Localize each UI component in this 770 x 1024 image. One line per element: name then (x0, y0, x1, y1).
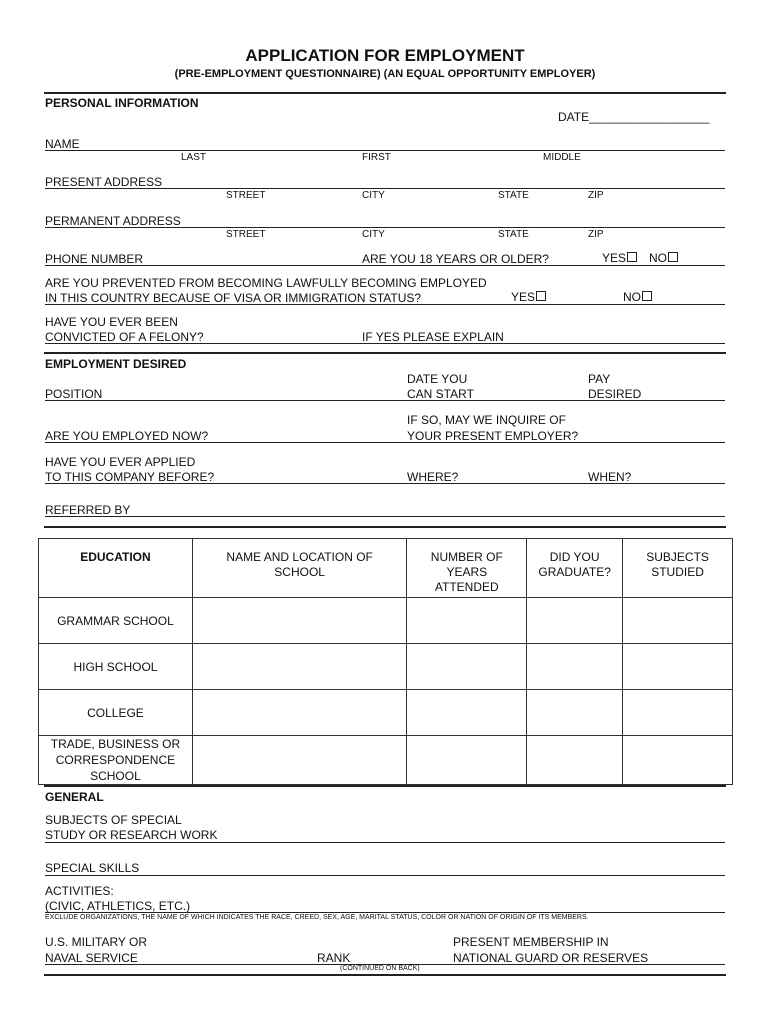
grammar-school-graduate-cell[interactable] (527, 598, 623, 644)
national-guard-label-1: PRESENT MEMBERSHIP IN (453, 935, 609, 949)
phone-line[interactable] (45, 265, 725, 266)
present-street-caption: STREET (226, 190, 266, 201)
present-address-line[interactable] (45, 188, 725, 189)
permanent-address-line[interactable] (45, 227, 725, 228)
trade-school-years-cell[interactable] (407, 736, 527, 785)
present-city-caption: CITY (362, 190, 385, 201)
applied-line[interactable] (45, 483, 725, 484)
section-rule-employment (44, 352, 726, 354)
school-name-header-cell: NAME AND LOCATION OF SCHOOL (192, 539, 407, 598)
visa-yes-checkbox[interactable] (536, 291, 546, 301)
national-guard-label-2: NATIONAL GUARD OR RESERVES (453, 951, 649, 965)
felony-question-line1: HAVE YOU EVER BEEN (45, 315, 178, 329)
college-graduate-cell[interactable] (527, 690, 623, 736)
high-school-years-cell[interactable] (407, 644, 527, 690)
permanent-city-caption: CITY (362, 229, 385, 240)
felony-explain-label: IF YES PLEASE EXPLAIN (362, 330, 504, 344)
visa-no-checkbox[interactable] (642, 291, 652, 301)
years-attended-header-cell: NUMBER OF YEARS ATTENDED (407, 539, 527, 598)
employed-now-line[interactable] (45, 442, 725, 443)
table-row (39, 644, 733, 690)
visa-line[interactable] (45, 304, 725, 305)
age-no-option[interactable]: NO (649, 251, 678, 265)
exclude-organizations-note: EXCLUDE ORGANIZATIONS, THE NAME OF WHICH INDICATES THE RACE, CREED, SEX, AGE, MARITAL STATUS, COLOR OR NATION OF ORIGIN OF ITS MEMBERS. (45, 914, 589, 921)
row-label-grammar-school: GRAMMAR SCHOOL (39, 598, 193, 644)
present-state-caption: STATE (498, 190, 529, 201)
special-skills-line[interactable] (45, 875, 725, 876)
military-label-1: U.S. MILITARY OR (45, 935, 148, 949)
inquire-label-1: IF SO, MAY WE INQUIRE OF (407, 413, 566, 427)
trade-school-label-line2: CORRESPONDENCE (55, 753, 176, 767)
trade-school-graduate-cell[interactable] (527, 736, 623, 785)
page-title: APPLICATION FOR EMPLOYMENT (245, 46, 525, 65)
row-label-high-school: HIGH SCHOOL (39, 644, 193, 690)
activities-label-1: ACTIVITIES: (45, 884, 114, 898)
table-row (39, 690, 733, 736)
activities-label-2: (CIVIC, ATHLETICS, ETC.) (45, 899, 191, 913)
start-date-label-1: DATE YOU (407, 372, 468, 386)
phone-label: PHONE NUMBER (45, 252, 144, 266)
age-question: ARE YOU 18 YEARS OR OLDER? (362, 252, 549, 266)
college-name-cell[interactable] (192, 690, 407, 736)
felony-line[interactable] (45, 343, 725, 344)
grammar-school-subjects-cell[interactable] (623, 598, 733, 644)
where-label: WHERE? (407, 470, 459, 484)
grammar-school-name-cell[interactable] (192, 598, 407, 644)
military-label-2: NAVAL SERVICE (45, 951, 138, 965)
permanent-address-label: PERMANENT ADDRESS (45, 214, 181, 228)
pay-label-1: PAY (588, 372, 611, 386)
position-line[interactable] (45, 400, 725, 401)
section-heading-employment: EMPLOYMENT DESIRED (45, 357, 187, 371)
name-label: NAME (45, 137, 80, 151)
section-rule-general (44, 785, 726, 787)
position-label: POSITION (45, 387, 103, 401)
section-rule-education (44, 526, 726, 528)
name-field-line[interactable] (45, 150, 725, 151)
education-header-cell: EDUCATION (39, 539, 193, 598)
permanent-street-caption: STREET (226, 229, 266, 240)
college-years-cell[interactable] (407, 690, 527, 736)
table-row (39, 736, 733, 785)
section-heading-personal: PERSONAL INFORMATION (45, 96, 199, 110)
employed-now-label: ARE YOU EMPLOYED NOW? (45, 429, 209, 443)
title-rule (44, 92, 726, 94)
applied-label-1: HAVE YOU EVER APPLIED (45, 455, 196, 469)
present-zip-caption: ZIP (588, 190, 604, 201)
middle-name-caption: MIDDLE (543, 152, 581, 163)
permanent-zip-caption: ZIP (588, 229, 604, 240)
visa-no-option[interactable]: NO (623, 290, 652, 304)
special-skills-label: SPECIAL SKILLS (45, 861, 140, 875)
visa-question-line1: ARE YOU PREVENTED FROM BECOMING LAWFULLY BECOMING EMPLOYED (45, 276, 487, 290)
age-yes-option[interactable]: YES (602, 251, 637, 265)
permanent-state-caption: STATE (498, 229, 529, 240)
activities-line[interactable] (45, 912, 725, 913)
referred-by-label: REFERRED BY (45, 503, 131, 517)
bottom-rule (44, 974, 726, 976)
page-subtitle: (PRE-EMPLOYMENT QUESTIONNAIRE) (AN EQUAL OPPORTUNITY EMPLOYER) (174, 68, 596, 80)
inquire-label-2: YOUR PRESENT EMPLOYER? (407, 429, 579, 443)
present-address-label: PRESENT ADDRESS (45, 175, 163, 189)
row-label-trade-school (39, 736, 193, 785)
high-school-subjects-cell[interactable] (623, 644, 733, 690)
date-label[interactable]: DATE__________________ (558, 110, 710, 124)
graduate-header-cell: DID YOU GRADUATE? (527, 539, 623, 598)
first-name-caption: FIRST (362, 152, 391, 163)
trade-school-subjects-cell[interactable] (623, 736, 733, 785)
high-school-name-cell[interactable] (192, 644, 407, 690)
applied-label-2: TO THIS COMPANY BEFORE? (45, 470, 215, 484)
continued-on-back-note: (CONTINUED ON BACK) (340, 965, 420, 972)
start-date-label-2: CAN START (407, 387, 474, 401)
felony-question-line2: CONVICTED OF A FELONY? (45, 330, 204, 344)
when-label: WHEN? (588, 470, 632, 484)
trade-school-name-cell[interactable] (192, 736, 407, 785)
table-row (39, 598, 733, 644)
special-study-line[interactable] (45, 842, 725, 843)
special-study-label-1: SUBJECTS OF SPECIAL (45, 813, 182, 827)
age-no-checkbox[interactable] (668, 252, 678, 262)
pay-label-2: DESIRED (588, 387, 642, 401)
grammar-school-years-cell[interactable] (407, 598, 527, 644)
section-heading-general: GENERAL (45, 790, 104, 804)
rank-label: RANK (317, 951, 351, 965)
high-school-graduate-cell[interactable] (527, 644, 623, 690)
trade-school-label-line1: TRADE, BUSINESS OR (50, 737, 181, 751)
referred-by-line[interactable] (45, 516, 725, 517)
visa-question-line2: IN THIS COUNTRY BECAUSE OF VISA OR IMMIGRATION STATUS? (45, 291, 422, 305)
visa-yes-option[interactable]: YES (511, 290, 546, 304)
subjects-header-cell: SUBJECTS STUDIED (623, 539, 733, 598)
last-name-caption: LAST (181, 152, 207, 163)
special-study-label-2: STUDY OR RESEARCH WORK (45, 828, 218, 842)
trade-school-label-line3: SCHOOL (90, 769, 141, 783)
education-header-row (39, 539, 733, 598)
row-label-college: COLLEGE (39, 690, 193, 736)
education-table (38, 538, 733, 785)
age-yes-checkbox[interactable] (627, 252, 637, 262)
college-subjects-cell[interactable] (623, 690, 733, 736)
